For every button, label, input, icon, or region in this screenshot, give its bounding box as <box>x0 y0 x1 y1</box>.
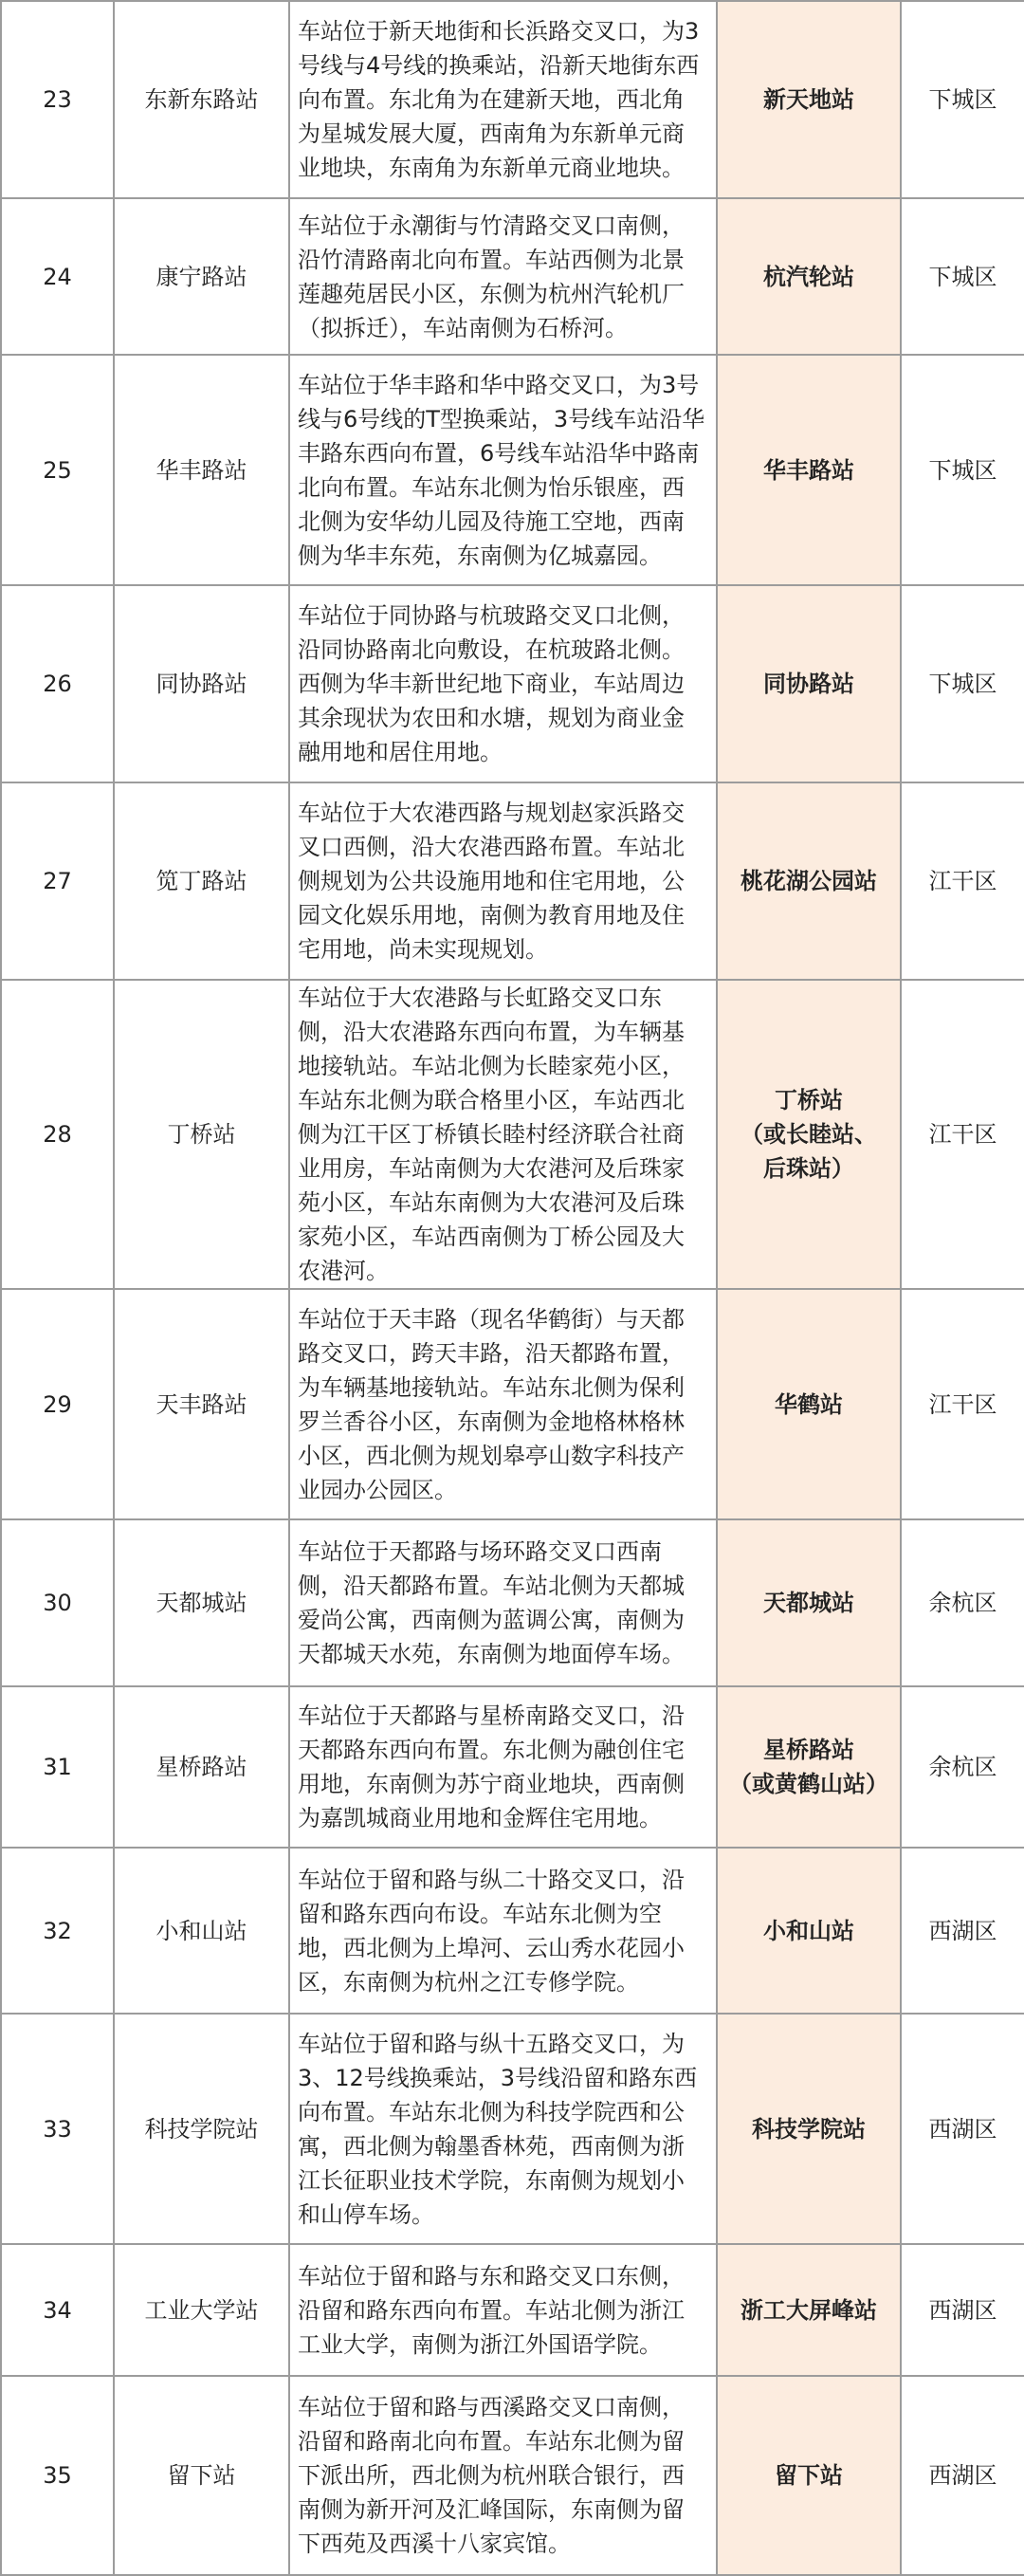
station-description: 车站位于同协路与杭玻路交叉口北侧，沿同协路南北向敷设，在杭玻路北侧。西侧为华丰新世纪地下商业，车站周边其余现状为农田和水塘，规划为商业金融用地和居住用地。 <box>289 585 717 782</box>
row-number: 24 <box>1 198 114 355</box>
station-description: 车站位于大农港路与长虹路交叉口东侧，沿大农港路东西向布置，为车辆基地接轨站。车站北侧为长睦家苑小区，车站东北侧为联合格里小区，车站西北侧为江干区丁桥镇长睦村经济联合社商业用房，车站南侧为大农港河及后珠家苑小区，车站东南侧为大农港河及后珠家苑小区，车站西南侧为丁桥公园及大农港河。 <box>289 980 717 1289</box>
station-description: 车站位于华丰路和华中路交叉口，为3号线与6号线的T型换乘站，3号线车站沿华丰路东西向布置，6号线车站沿华中路南北向布置。车站东北侧为怡乐银座，西北侧为安华幼儿园及待施工空地，西南侧为华丰东苑，东南侧为亿城嘉园。 <box>289 355 717 585</box>
new-station-name: 天都城站 <box>717 1519 901 1686</box>
new-station-name: 留下站 <box>717 2376 901 2575</box>
station-name: 同协路站 <box>114 585 289 782</box>
new-station-name: 新天地站 <box>717 1 901 198</box>
district: 下城区 <box>901 198 1024 355</box>
row-number: 26 <box>1 585 114 782</box>
district: 西湖区 <box>901 2244 1024 2376</box>
station-name: 留下站 <box>114 2376 289 2575</box>
row-number: 34 <box>1 2244 114 2376</box>
station-description: 车站位于新天地街和长浜路交叉口，为3号线与4号线的换乘站，沿新天地街东西向布置。东北角为在建新天地，西北角为星城发展大厦，西南角为东新单元商业地块，东南角为东新单元商业地块。 <box>289 1 717 198</box>
station-name: 星桥路站 <box>114 1686 289 1848</box>
station-description: 车站位于天丰路（现名华鹤街）与天都路交叉口，跨天丰路，沿天都路布置，为车辆基地接轨站。车站东北侧为保利罗兰香谷小区，东南侧为金地格林格林小区，西北侧为规划皋亭山数字科技产业园办公园区。 <box>289 1289 717 1519</box>
new-station-name: 浙工大屏峰站 <box>717 2244 901 2376</box>
station-name: 小和山站 <box>114 1848 289 2014</box>
table-row <box>1 2244 1024 2376</box>
station-description: 车站位于永潮街与竹清路交叉口南侧，沿竹清路南北向布置。车站西侧为北景莲趣苑居民小区，东侧为杭州汽轮机厂（拟拆迁），车站南侧为石桥河。 <box>289 198 717 355</box>
table-row <box>1 355 1024 585</box>
new-station-name: 星桥路站 （或黄鹤山站） <box>717 1686 901 1848</box>
district: 下城区 <box>901 585 1024 782</box>
new-station-name: 华丰路站 <box>717 355 901 585</box>
station-name: 天都城站 <box>114 1519 289 1686</box>
new-station-name: 杭汽轮站 <box>717 198 901 355</box>
table-row <box>1 1848 1024 2014</box>
table-row <box>1 980 1024 1289</box>
table-row <box>1 585 1024 782</box>
station-description: 车站位于留和路与东和路交叉口东侧，沿留和路东西向布置。车站北侧为浙江工业大学，南侧为浙江外国语学院。 <box>289 2244 717 2376</box>
row-number: 35 <box>1 2376 114 2575</box>
table-row <box>1 198 1024 355</box>
station-description: 车站位于天都路与场环路交叉口西南侧，沿天都路布置。车站北侧为天都城爱尚公寓，西南侧为蓝调公寓，南侧为天都城天水苑，东南侧为地面停车场。 <box>289 1519 717 1686</box>
district: 余杭区 <box>901 1519 1024 1686</box>
table-row <box>1 1 1024 198</box>
row-number: 25 <box>1 355 114 585</box>
station-name: 笕丁路站 <box>114 782 289 980</box>
station-description: 车站位于大农港西路与规划赵家浜路交叉口西侧，沿大农港西路布置。车站北侧规划为公共设施用地和住宅用地，公园文化娱乐用地，南侧为教育用地及住宅用地，尚未实现规划。 <box>289 782 717 980</box>
district: 江干区 <box>901 980 1024 1289</box>
table-row <box>1 1686 1024 1848</box>
table-row <box>1 2376 1024 2575</box>
district: 余杭区 <box>901 1686 1024 1848</box>
district: 下城区 <box>901 1 1024 198</box>
row-number: 31 <box>1 1686 114 1848</box>
table-row <box>1 2014 1024 2244</box>
row-number: 23 <box>1 1 114 198</box>
station-name: 天丰路站 <box>114 1289 289 1519</box>
row-number: 29 <box>1 1289 114 1519</box>
district: 西湖区 <box>901 2014 1024 2244</box>
station-name: 东新东路站 <box>114 1 289 198</box>
row-number: 30 <box>1 1519 114 1686</box>
district: 西湖区 <box>901 2376 1024 2575</box>
station-name: 华丰路站 <box>114 355 289 585</box>
station-description: 车站位于留和路与西溪路交叉口南侧，沿留和路南北向布置。车站东北侧为留下派出所，西北侧为杭州联合银行，西南侧为新开河及汇峰国际，东南侧为留下西苑及西溪十八家宾馆。 <box>289 2376 717 2575</box>
row-number: 32 <box>1 1848 114 2014</box>
station-description: 车站位于留和路与纵二十路交叉口，沿留和路东西向布设。车站东北侧为空地，西北侧为上埠河、云山秀水花园小区，东南侧为杭州之江专修学院。 <box>289 1848 717 2014</box>
new-station-name: 华鹤站 <box>717 1289 901 1519</box>
table-row <box>1 782 1024 980</box>
station-name: 丁桥站 <box>114 980 289 1289</box>
district: 下城区 <box>901 355 1024 585</box>
new-station-name: 桃花湖公园站 <box>717 782 901 980</box>
new-station-name: 科技学院站 <box>717 2014 901 2244</box>
station-name: 工业大学站 <box>114 2244 289 2376</box>
new-station-name: 小和山站 <box>717 1848 901 2014</box>
station-name: 康宁路站 <box>114 198 289 355</box>
district: 江干区 <box>901 1289 1024 1519</box>
district: 江干区 <box>901 782 1024 980</box>
table-row <box>1 1519 1024 1686</box>
row-number: 27 <box>1 782 114 980</box>
station-name: 科技学院站 <box>114 2014 289 2244</box>
new-station-name: 丁桥站 （或长睦站、 后珠站） <box>717 980 901 1289</box>
station-description: 车站位于留和路与纵十五路交叉口，为3、12号线换乘站，3号线沿留和路东西向布置。车站东北侧为科技学院西和公寓，西北侧为翰墨香林苑，西南侧为浙江长征职业技术学院，东南侧为规划小和山停车场。 <box>289 2014 717 2244</box>
row-number: 28 <box>1 980 114 1289</box>
station-description: 车站位于天都路与星桥南路交叉口，沿天都路东西向布置。东北侧为融创住宅用地，东南侧为苏宁商业地块，西南侧为嘉凯城商业用地和金辉住宅用地。 <box>289 1686 717 1848</box>
table-row <box>1 1289 1024 1519</box>
district: 西湖区 <box>901 1848 1024 2014</box>
row-number: 33 <box>1 2014 114 2244</box>
new-station-name: 同协路站 <box>717 585 901 782</box>
